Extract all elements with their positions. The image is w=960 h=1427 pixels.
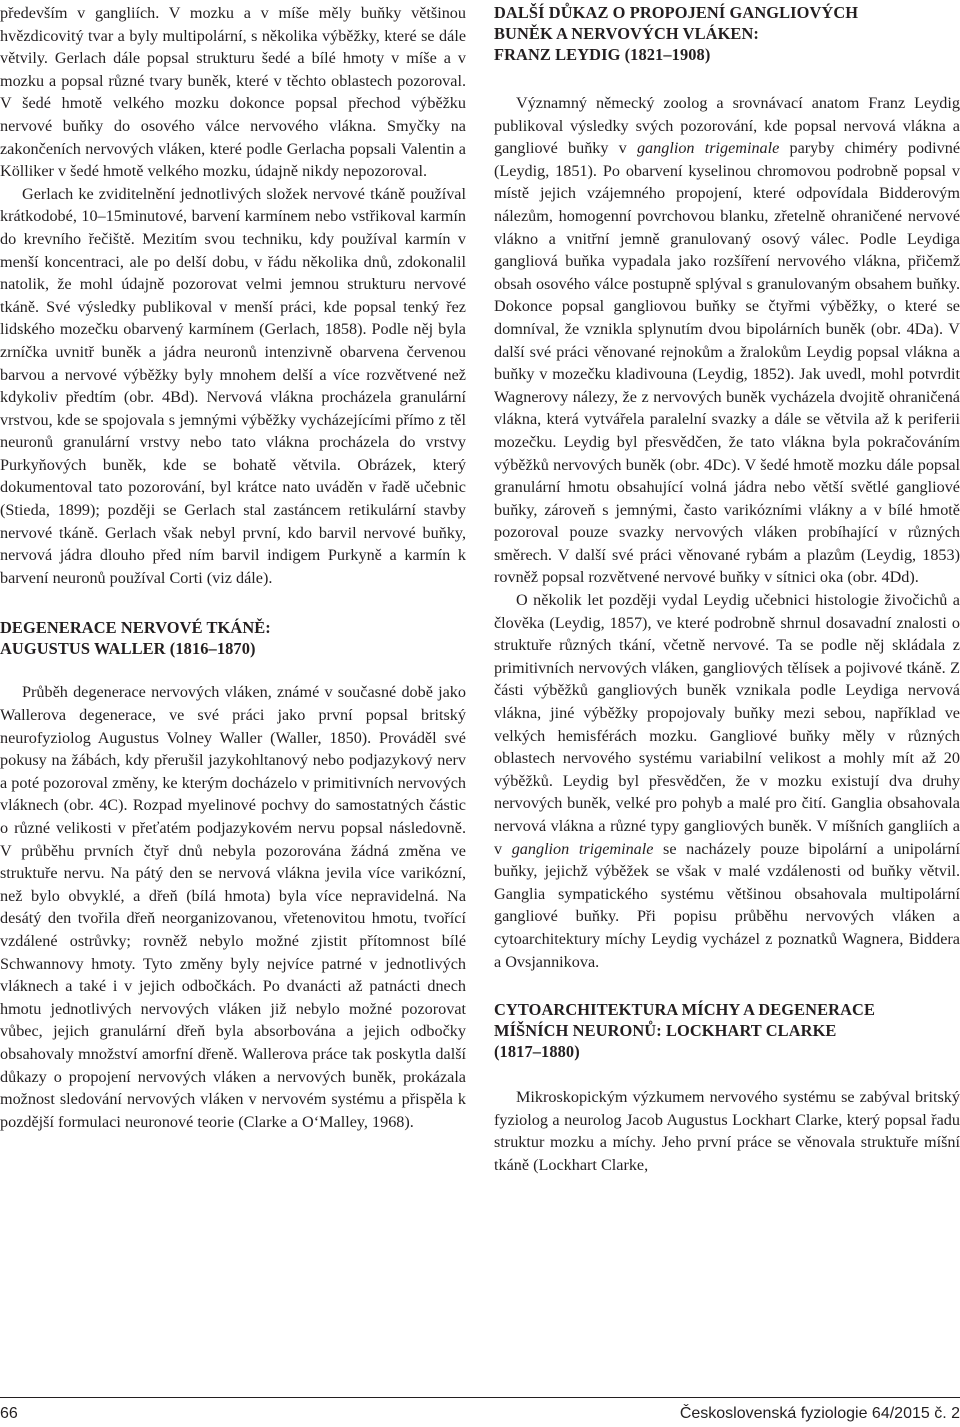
paragraph-gerlach-staining: Gerlach ke zviditelnění jednotlivých složek nervové tkáně používal krátkodobé, 10–15minutové, barvení karmínem nebo vstřikoval karmín do krevního řečiště. Mezitím svou techniku, kdy používal karmín v menší koncentraci, ale po delší dobu, v řádu několika dnů, zdokonalil natolik, že mohl údajně pozorovat velmi jemnou strukturu nervové tkáně. Své výsledky publikoval v menší práci, kde popsal tenký řez lidského mozečku obarvený karmínem (Gerlach, 1858). Podle něj byla zrníčka uvnitř buněk a jádra neuronů intenzivně obarvena červenou barvou a nervové výběžky byly mnohem delší a více rozvětvené než kdykoliv předtím (obr. 4Bd). Nervová vlákna procházela granulární vrstvou, kde se spojovala s jemnými výběžky vycházejícími přímo z těl neuronů granulární vrstvy nebo tato vlákna procházela do vrstvy Purkyňových buněk, kde se bohatě větvila. Obrázek, který dokumentoval tato pozorování, byl krátce nato uváděn v řadě učebnic (Stieda, 1899); později se Gerlach stal zastáncem retikulární stavby nervové tkáně. Gerlach však nebyl první, kdo barvil nervové buňky, nervová jádra dlouho před ním barvil indigem Purkyně a karmín k barvení neuronů používal Corti (viz dále). <box>0 184 466 587</box>
section-heading-clarke-line3: (1817–1880) <box>494 1042 580 1062</box>
paragraph-gerlach-structure: především v gangliích. V mozku a v míše měly buňky většinou hvězdicovitý tvar a byly multipolární, s několika výběžky, které se dále větvily. Gerlach dále popsal strukturu šedé a bílé hmoty v míše a v mozku a popsal různé tvary buněk, které v těchto oblastech pozoroval. V šedé hmotě velkého mozku dokonce popsal přechod výběžku nervové buňky do osového válce nervového vlákna. Smyčky na zakončeních nervových vláken, které podle Gerlacha popsali Valentin a Kölliker v šedé hmotě velkého mozku, údajně nikdy nepozoroval. <box>0 4 466 181</box>
section-heading-waller <box>0 617 466 659</box>
paragraph-leydig-textbook-part2: se nacházely pouze bipolární a unipolární buňky, jejichž výběžek se však v malé vzdálenosti od buňky větvil. Ganglia sympatického systému většinou obsahovala multipolární gangliové buňky. Při popisu průběhu nervových vláken a cytoarchitektury míchy Leydig vycházel z poznatků Wagnera, Biddera a Ovsjannikova. <box>494 839 960 971</box>
section-heading-leydig-line1: DALŠÍ DŮKAZ O PROPOJENÍ GANGLIOVÝCH <box>494 3 859 22</box>
paragraph-leydig-textbook <box>494 589 960 973</box>
term-ganglion-trigeminale-2: ganglion trigeminale <box>511 839 654 858</box>
section-heading-clarke-line1: CYTOARCHITEKTURA MÍCHY A DEGENERACE <box>494 1000 875 1020</box>
section-heading-clarke-line2: MÍŠNÍCH NEURONŮ: LOCKHART CLARKE <box>494 1021 837 1041</box>
term-ganglion-trigeminale: ganglion trigeminale <box>636 139 780 158</box>
section-heading-clarke <box>494 999 960 1062</box>
paragraph-leydig-observations <box>494 92 960 589</box>
right-column <box>494 2 960 1177</box>
paragraph-waller-degeneration: Průběh degenerace nervových vláken, známé v současné době jako Wallerova degenerace, ve své práci jako první popsal britský neurofyziolog Augustus Volney Waller (Waller, 1850). Prováděl své pokusy na žábách, kdy přerušil jazykohltanový nebo podjazykový nerv a poté pozoroval změny, ke kterým docházelo v primitivních nervových vláknech (obr. 4C). Rozpad myelinové pochvy do samostatných částic o různé velikosti v přeťatém podjazykovém nervu popsal následovně. V průběhu prvních čtyř dnů nebyla pozorována žádná změna ve struktuře nervu. Na pátý den se nervová vlákna jevila více varikózní, než bylo obvyklé, a dřeň (bílá hmota) byla více nepravidelná. Na desátý den tvořila dřeň neorganizovanou, vřetenovitou hmotu, tvořící vzdálené ostrůvky; rovněž nebylo možné zjistit přítomnost bílé Schwannovy hmoty. Tyto změny byly nejvíce patrné v jednotlivých vláknech a také i v jejich odbočkách. Po dvanácti až patnácti dnech hmotu jednotlivých nervových vláken již nebylo možné pozorovat vůbec, jejich granulární dřeň byla absorbována a jejich odbočky obsahovaly množství amorfní dřeně. Wallerova práce tak poskytla další důkazy o propojení nervových vláken a nervových buněk, prokázala možnost sledování nervových vláken v nervovém systému a přispěla k pozdější formulaci neuronové teorie (Clarke a O‘Malley, 1968). <box>0 683 466 1131</box>
section-heading-leydig-line3: FRANZ LEYDIG (1821–1908) <box>494 45 711 64</box>
footer-divider <box>0 1397 960 1398</box>
paragraph-clarke-intro: Mikroskopickým výzkumem nervového systému se zabýval britský fyziolog a neurolog Jacob Augustus Lockhart Clarke, který popsal řadu struktur mozku a míchy. Jeho první práce se věnovala struktuře míšní tkáně (Lockhart Clarke, <box>494 1088 960 1174</box>
section-heading-waller-line1: DEGENERACE NERVOVÉ TKÁNĚ: <box>0 618 271 638</box>
section-heading-leydig <box>494 2 960 65</box>
journal-citation: Československá fyziologie 64/2015 č. 2 <box>679 1405 960 1422</box>
paragraph-leydig-observations-part2: paryby chiméry podivné (Leydig, 1851). Po obarvení kyselinou chromovou podrobně popsal v místě jejich vzájemného propojení, které odpovídala Bidderovým nálezům, homogenní povrchovou blanku, zřetelně ohraničené nervové vlákno a vnitřní jemně granulovaný osový válec. Podle Leydiga gangliová buňka vypadala jako rozšíření nervového vlákna, přičemž obsah osového válce postupně splýval s granulovaným obsahem buňky. Dokonce popsal gangliovou buňky se čtyřmi výběžky, o které se domníval, že vznikla splynutím dvou bipolárních buněk (obr. 4Da). V další své práci věnované rejnokům a žralokům Leydig popsal vlákna a buňky v mozečku kladivouna (Leydig, 1852). Jak uvedl, mohl potvrdit Wagnerovy nálezy, že z nervových buněk vycházela dvojitě ohraničená vlákna, která vytvářela paralelní svazky a dále se větvila až k periferii mozečku. Leydig byl přesvědčen, že tato vlákna byla pokračováním výběžků nervových buněk (obr. 4Dc). V šedé hmotě mozku dále popsal granulární hmotu obsahující volná jádra nebo větší světlé gangliové buňky, zároveň s jemnými, často varikózními vlákny a v bílé hmotě pozoroval pouze svazky nervových vláken probíhající v různých směrech. V další své práci věnované rybám a plazům (Leydig, 1853) rovněž popsal rozvětvené nervové buňky v sítnici oka (obr. 4Dd). <box>494 139 960 587</box>
section-heading-leydig-line2: BUNĚK A NERVOVÝCH VLÁKEN: <box>494 24 759 43</box>
paragraph-leydig-textbook-part1: O několik let později vydal Leydig učebnici histologie živočichů a člověka (Leydig, 1857), ve které podrobně shrnul dosavadní znalosti o struktuře různých tkání, včetně nervové. Ta se podle něj skládala z primitivních nervových vláken, gangliových tělísek a pojivové tkáně. Z části výběžků gangliových buněk vznikala podle Leydiga nervová vlákna, jiné výběžky propojovaly buňky mezi sebou, například ve velkých hemisférách mozku. Gangliové buňky měly v různých oblastech nervového systému variabilní velikost a mohly mít až 20 výběžků. Leydig byl přesvědčen, že v mozku existují dva druhy nervových buněk, velké pro pohyb a malé pro čití. Ganglia obsahovala nervová vlákna a různé typy gangliových buněk. V míšních gangliích a v <box>494 591 960 858</box>
page-number: 66 <box>0 1405 18 1422</box>
left-column <box>0 2 466 1133</box>
paragraph-leydig-observations-part1: Významný německý zoolog a srovnávací anatom Franz Leydig publikoval výsledky svých pozorování, kde popsal nervová vlákna a gangliové buňky v <box>494 94 960 158</box>
section-heading-waller-line2: AUGUSTUS WALLER (1816–1870) <box>0 639 256 659</box>
